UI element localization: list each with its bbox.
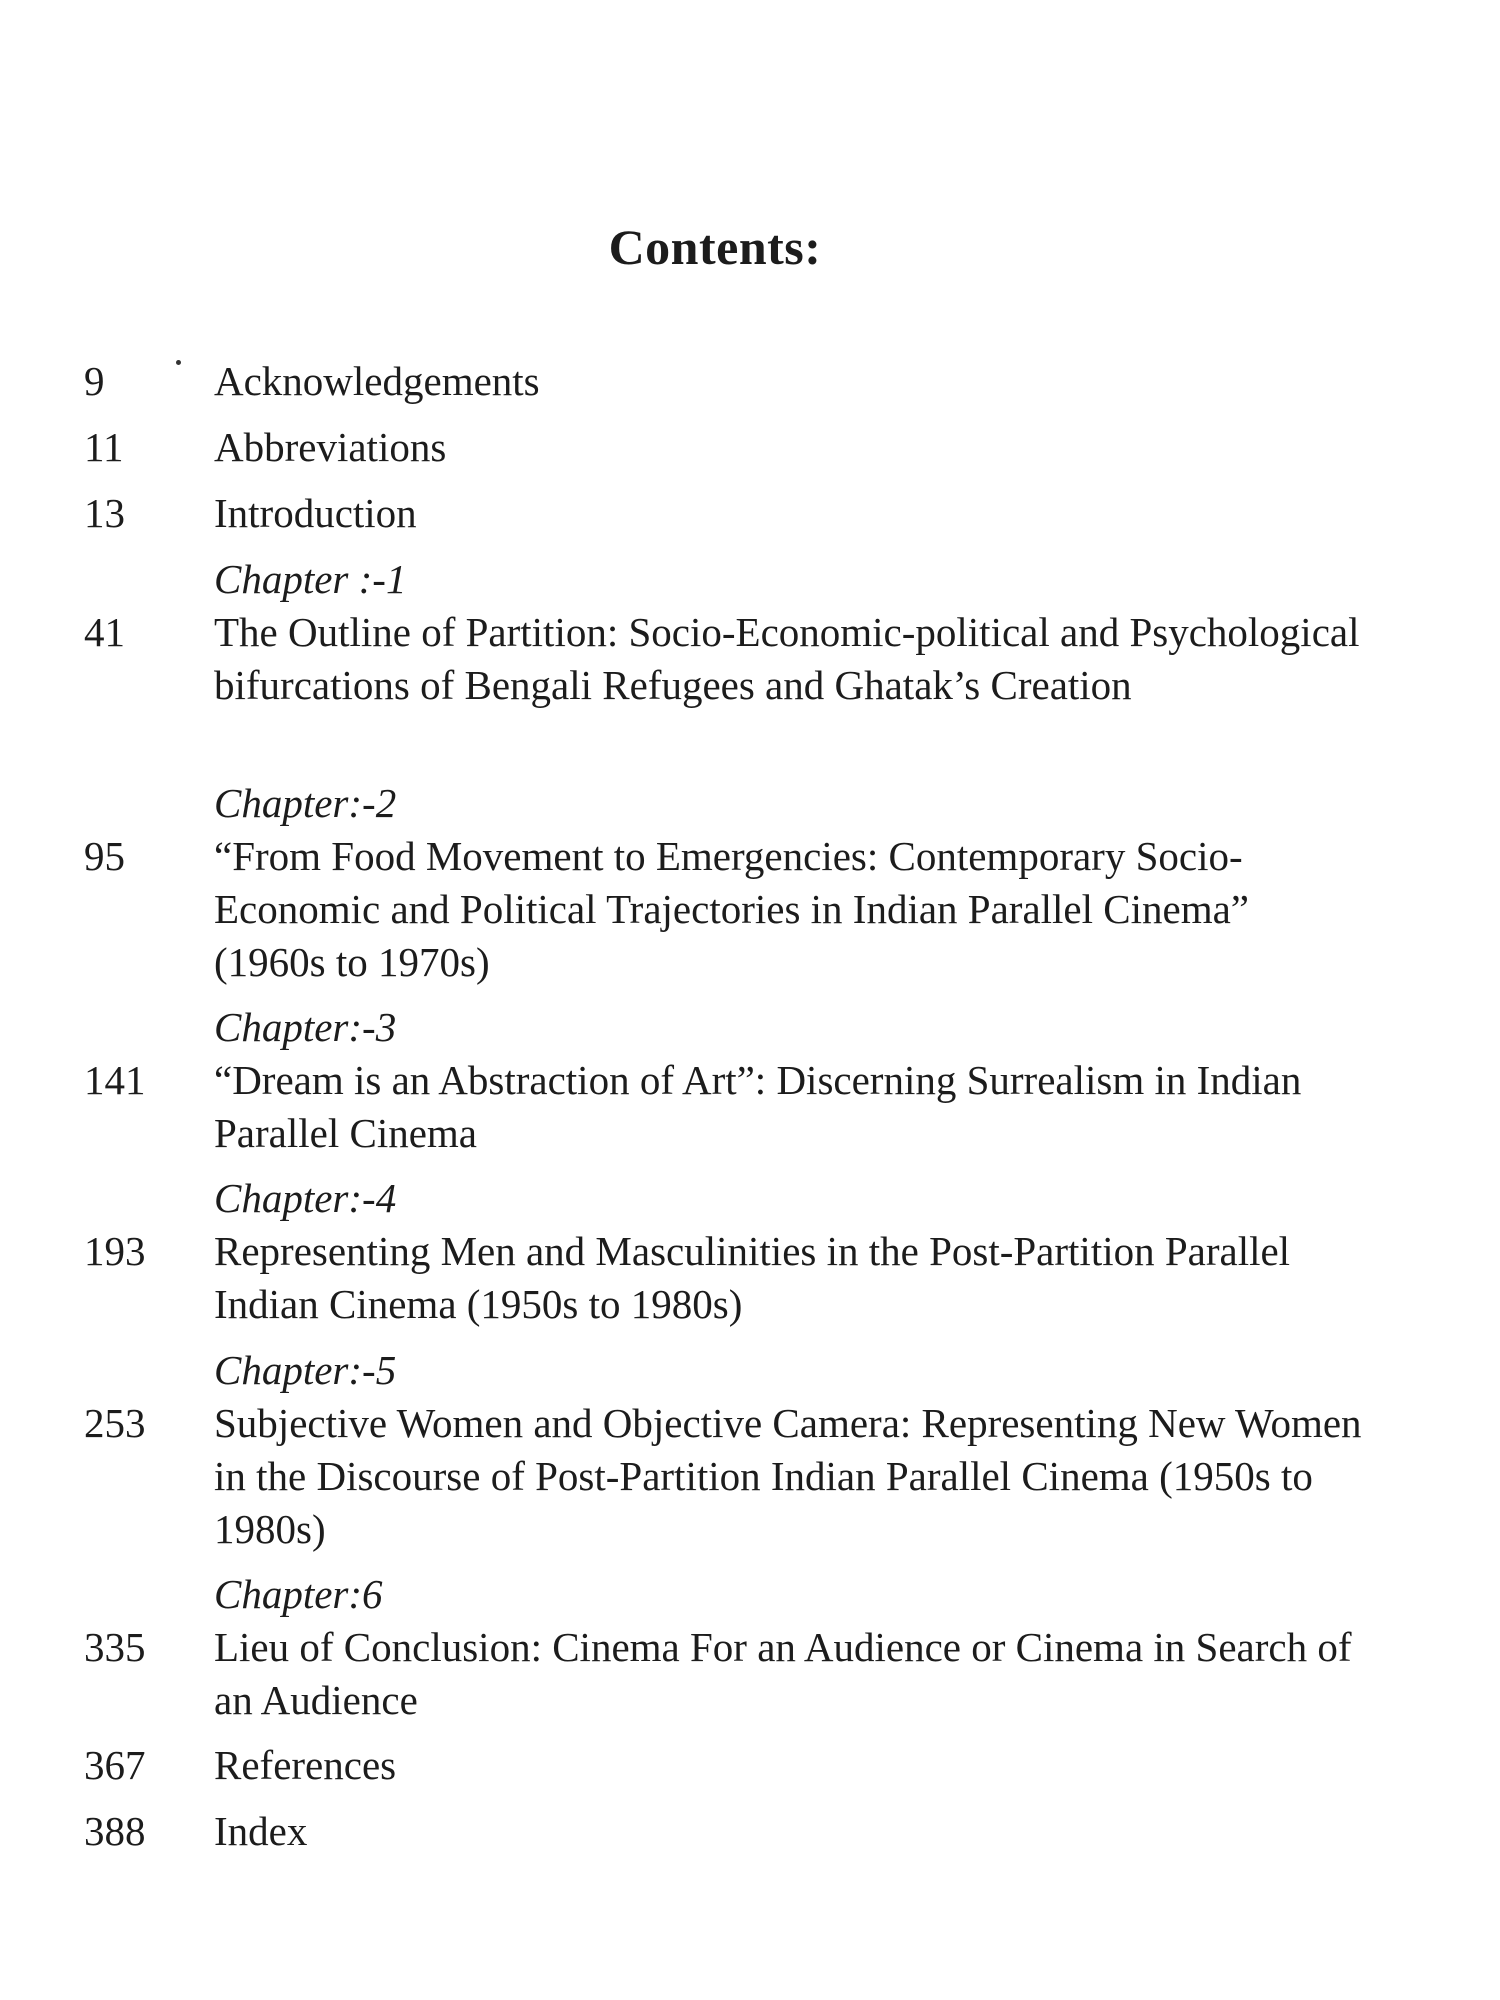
toc-entry-title: Index [214, 1808, 308, 1854]
chapter-label: Chapter:-4 [214, 1175, 397, 1221]
toc-page-number: 95 [84, 833, 125, 879]
chapter-label: Chapter:6 [214, 1571, 383, 1617]
chapter-label: Chapter:-3 [214, 1004, 397, 1050]
toc-page-number: 41 [84, 609, 125, 655]
chapter-label: Chapter:-2 [214, 780, 397, 826]
toc-page-number: 141 [84, 1057, 146, 1103]
toc-entry-title: Acknowledgements [214, 358, 540, 404]
toc-entry-title: References [214, 1742, 397, 1788]
toc-entry-title: Introduction [214, 490, 417, 536]
chapter-label: Chapter:-5 [214, 1347, 397, 1393]
toc-entry-title: “From Food Movement to Emergencies: Contemporary Socio-Economic and Political Trajectories in Indian Parallel Cinema” (1960s to 1970s) [214, 833, 1249, 985]
toc-page-number: 253 [84, 1400, 146, 1446]
toc-page-number: 335 [84, 1624, 146, 1670]
toc-entry-title: “Dream is an Abstraction of Art”: Discerning Surrealism in Indian Parallel Cinema [214, 1057, 1302, 1156]
toc-page-number: 9 [84, 358, 105, 404]
toc-page-number: 193 [84, 1228, 146, 1274]
toc-entry-title: The Outline of Partition: Socio-Economic-political and Psychological bifurcations of Bengali Refugees and Ghatak’s Creation [214, 609, 1360, 708]
toc-entry-title: Abbreviations [214, 424, 447, 470]
toc-page-number: 367 [84, 1742, 146, 1788]
chapter-label: Chapter :-1 [214, 556, 407, 602]
toc-entry-title: Representing Men and Masculinities in the Post-Partition Parallel Indian Cinema (1950s to 1980s) [214, 1228, 1291, 1327]
toc-page-number: 388 [84, 1808, 146, 1854]
page-title: Contents: [608, 219, 822, 275]
toc-page-number: 13 [84, 490, 125, 536]
toc-entry-title: Subjective Women and Objective Camera: Representing New Women in the Discourse of Post-Partition Indian Parallel Cinema (1950s to 1980s) [214, 1400, 1362, 1552]
toc-page-number: 11 [84, 424, 124, 470]
toc-entry-title: Lieu of Conclusion: Cinema For an Audience or Cinema in Search of an Audience [214, 1624, 1352, 1723]
